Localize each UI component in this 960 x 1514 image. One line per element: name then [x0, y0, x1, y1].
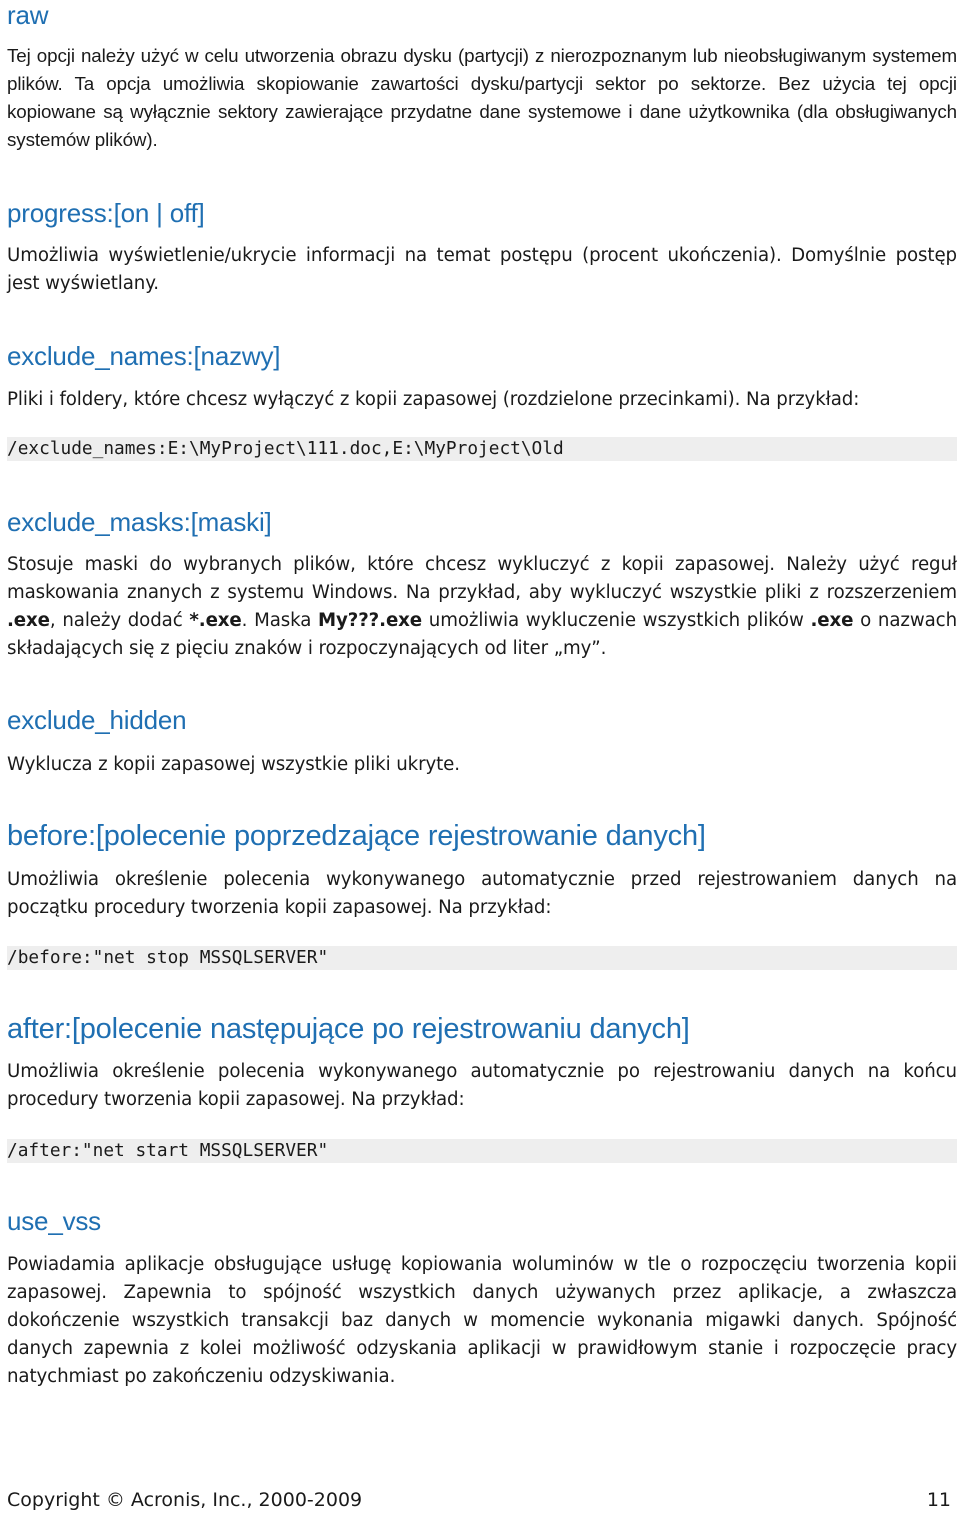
heading-exclude-names: exclude_names:[nazwy] — [7, 341, 281, 371]
heading-use-vss: use_vss — [7, 1206, 101, 1236]
copyright-notice: Copyright © Acronis, Inc., 2000-2009 — [7, 1489, 363, 1511]
heading-raw: raw — [7, 0, 49, 30]
heading-exclude-hidden: exclude_hidden — [7, 705, 187, 735]
exclude-masks-description: Stosuje maski do wybranych plików, które chcesz wykluczyć z kopii zapasowej. Należy użyć reguł maskowania znanych z systemu Windows. Na przykład, aby wykluczyć wszystkie pliki z rozszerzeniem .exe, należy dodać *.exe. Maska My???.exe umożliwia wykluczenie wszystkich plików .exe o nazwach składających się z pięciu znaków i rozpoczynających od liter „my”. — [7, 554, 957, 659]
use-vss-description: Powiadamia aplikacje obsługujące usługę kopiowania woluminów w tle o rozpoczęciu tworzenia kopii zapasowej. Zapewnia to spójność wszystkich danych używanych przez aplikacje, a zwłaszcza dokończenie wszystkich transakcji baz danych w momencie wykonania migawki danych. Spójność danych zapewnia z kolei możliwość odzyskania aplikacji w prawidłowym stanie i rozpoczęcie pracy natychmiast po zakończeniu odzyskiwania. — [7, 1254, 957, 1387]
page-number: 11 — [926, 1489, 951, 1511]
page-footer — [7, 1486, 951, 1514]
heading-progress: progress:[on | off] — [7, 198, 205, 228]
after-description: Umożliwia określenie polecenia wykonywanego automatycznie po rejestrowaniu danych na końcu procedury tworzenia kopii zapasowej. Na przykład: — [7, 1061, 957, 1110]
progress-description: Umożliwia wyświetlenie/ukrycie informacji na temat postępu (procent ukończenia). Domyślnie postęp jest wyświetlany. — [7, 245, 957, 294]
heading-before: before:[polecenie poprzedzające rejestrowanie danych] — [7, 820, 706, 852]
heading-exclude-masks: exclude_masks:[maski] — [7, 507, 272, 537]
exclude-names-code-example: /exclude_names:E:\MyProject\111.doc,E:\MyProject\Old — [7, 437, 957, 461]
before-description: Umożliwia określenie polecenia wykonywanego automatycznie przed rejestrowaniem danych na początku procedury tworzenia kopii zapasowej. Na przykład: — [7, 869, 957, 918]
after-code-example: /after:"net start MSSQLSERVER" — [7, 1139, 957, 1163]
exclude-names-description: Pliki i foldery, które chcesz wyłączyć z kopii zapasowej (rozdzielone przecinkami). Na przykład: — [7, 389, 860, 410]
before-code-example: /before:"net stop MSSQLSERVER" — [7, 946, 957, 970]
raw-description: Tej opcji należy użyć w celu utworzenia obrazu dysku (partycji) z nierozpoznanym lub nieobsługiwanym systemem plików. Ta opcja umożliwia skopiowanie zawartości dysku/partycji sektor po sektorze. Bez użycia tej opcji kopiowane są wyłącznie sektory zawierające przydatne dane systemowe i dane użytkownika (dla obsługiwanych systemów plików). — [7, 45, 957, 150]
heading-after: after:[polecenie następujące po rejestrowaniu danych] — [7, 1013, 690, 1045]
exclude-hidden-description: Wyklucza z kopii zapasowej wszystkie pliki ukryte. — [7, 754, 460, 775]
